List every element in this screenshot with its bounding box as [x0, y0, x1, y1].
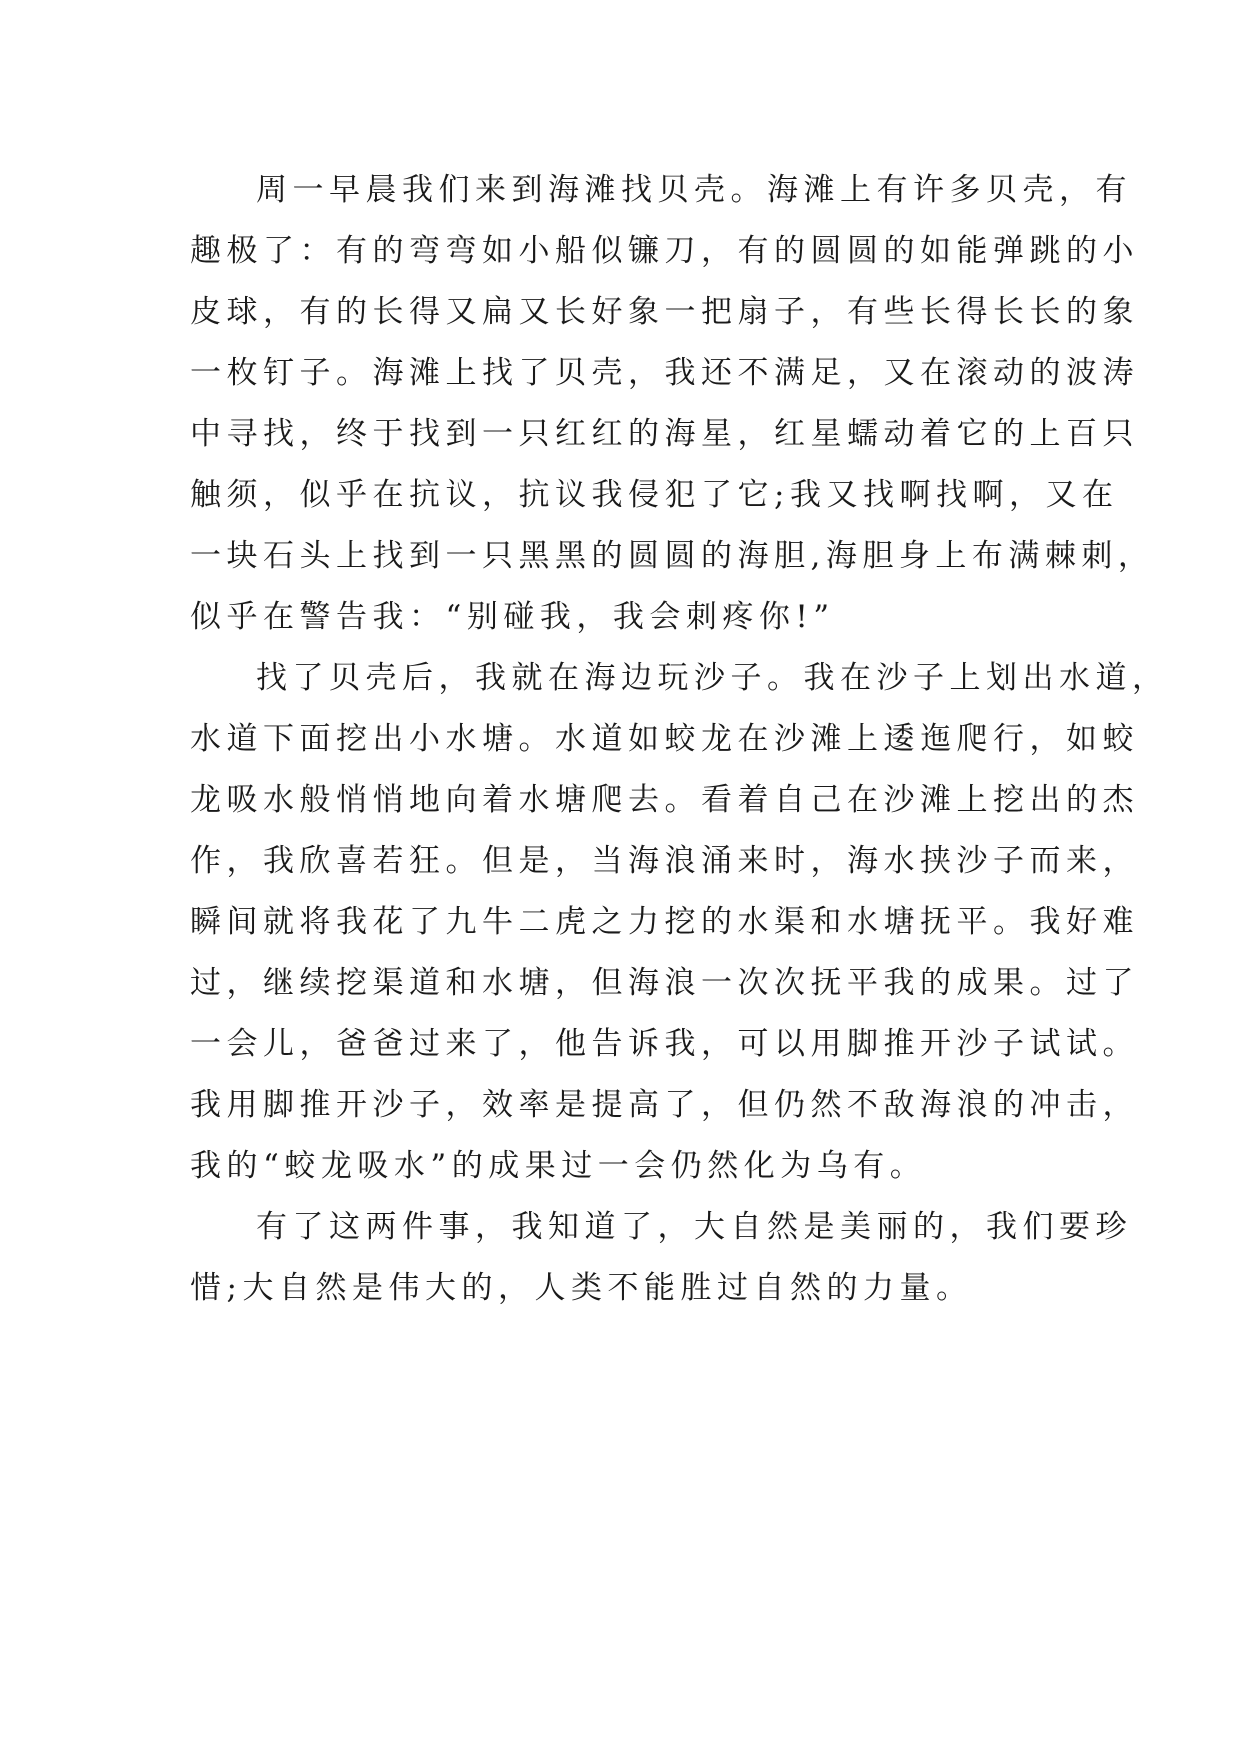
essay-body	[190, 160, 1169, 1319]
text-line: 似乎在警告我：“别碰我，我会刺疼你!”	[190, 599, 835, 635]
paragraph-3	[190, 1197, 1132, 1319]
text-line: 我的“蛟龙吸水”的成果过一会仍然化为乌有。	[190, 1148, 927, 1184]
text-line: 找了贝壳后，我就在海边玩沙子。我在沙子上划出水道，	[256, 660, 1169, 696]
paragraph-2	[190, 648, 1169, 1197]
text-line: 触须，似乎在抗议，抗议我侵犯了它;我又找啊找啊，又在	[190, 477, 1119, 513]
text-line: 中寻找，终于找到一只红红的海星，红星蠕动着它的上百只	[190, 416, 1139, 452]
text-line: 周一早晨我们来到海滩找贝壳。海滩上有许多贝壳，有	[256, 172, 1132, 208]
text-line: 惜;大自然是伟大的，人类不能胜过自然的力量。	[190, 1270, 973, 1306]
text-line: 一枚钉子。海滩上找了贝壳，我还不满足，又在滚动的波涛	[190, 355, 1139, 391]
text-line: 有了这两件事，我知道了，大自然是美丽的，我们要珍	[256, 1209, 1132, 1245]
text-line: 一块石头上找到一只黑黑的圆圆的海胆,海胆身上布满棘刺，	[190, 538, 1155, 574]
text-line: 瞬间就将我花了九牛二虎之力挖的水渠和水塘抚平。我好难	[190, 904, 1139, 940]
text-line: 作，我欣喜若狂。但是，当海浪涌来时，海水挟沙子而来，	[190, 843, 1139, 879]
paragraph-1	[190, 160, 1155, 648]
text-line: 水道下面挖出小水塘。水道如蛟龙在沙滩上逶迤爬行，如蛟	[190, 721, 1139, 757]
text-line: 过，继续挖渠道和水塘，但海浪一次次抚平我的成果。过了	[190, 965, 1139, 1001]
text-line: 趣极了：有的弯弯如小船似镰刀，有的圆圆的如能弹跳的小	[190, 233, 1139, 269]
text-line: 皮球，有的长得又扁又长好象一把扇子，有些长得长长的象	[190, 294, 1139, 330]
text-line: 一会儿，爸爸过来了，他告诉我，可以用脚推开沙子试试。	[190, 1026, 1139, 1062]
text-line: 龙吸水般悄悄地向着水塘爬去。看着自己在沙滩上挖出的杰	[190, 782, 1139, 818]
text-line: 我用脚推开沙子，效率是提高了，但仍然不敌海浪的冲击，	[190, 1087, 1139, 1123]
